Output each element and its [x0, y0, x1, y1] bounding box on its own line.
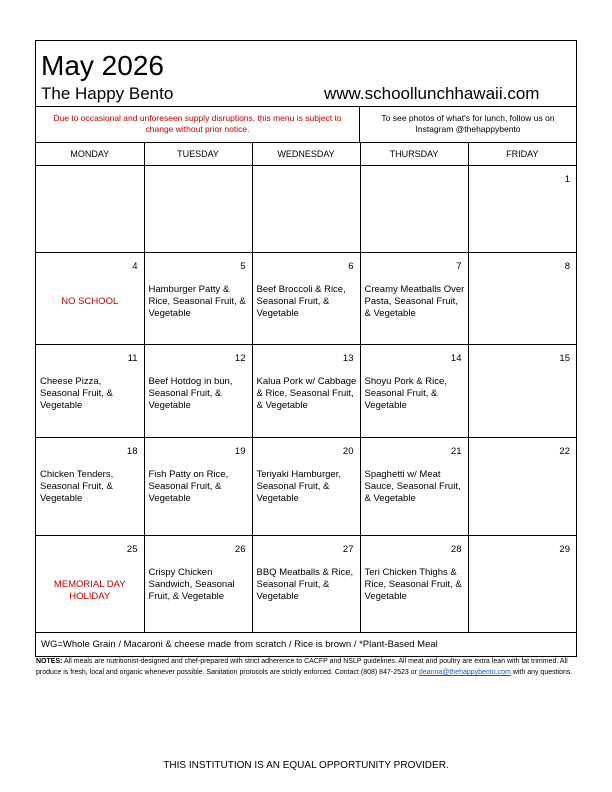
day-number: 18 [126, 446, 138, 457]
day-number: 8 [564, 261, 570, 272]
day-number: 25 [126, 544, 138, 555]
calendar-day-cell [144, 438, 252, 536]
meal-description: Crispy Chicken Sandwich, Seasonal Fruit, & Vegetable [148, 567, 235, 602]
meal-description: Beef Broccoli & Rice, Seasonal Fruit, & Vegetable [256, 284, 346, 319]
calendar-day-cell [36, 345, 144, 438]
calendar-day-cell [468, 438, 576, 536]
meal-description: Cheese Pizza, Seasonal Fruit, & Vegetable [40, 376, 113, 411]
calendar-day-cell [36, 166, 144, 253]
meal-description: Shoyu Pork & Rice, Seasonal Fruit, & Vegetable [364, 376, 447, 411]
calendar-day-cell [252, 166, 360, 253]
instagram-notice: To see photos of what's for lunch, follow us on Instagram @thehappybento [381, 113, 555, 134]
supply-disruption-notice: Due to occasional and unforeseen supply disruptions, this menu is subject to change without prior notice. [36, 107, 360, 142]
meal-description: Teri Chicken Thighs & Rice, Seasonal Fruit, & Vegetable [364, 567, 462, 602]
calendar-day-cell [468, 536, 576, 632]
calendar-day-cell [360, 166, 468, 253]
day-number: 26 [234, 544, 246, 555]
day-number: 22 [559, 446, 570, 457]
calendar-day-cell [252, 345, 360, 438]
weekday-header: TUESDAY [144, 143, 252, 166]
weekday-header-row [36, 143, 576, 166]
calendar-day-cell [144, 536, 252, 632]
day-number: 19 [234, 446, 246, 457]
legend-row: WG=Whole Grain / Macaroni & cheese made from scratch / Rice is brown / *Plant-Based Meal [36, 632, 576, 656]
day-number: 14 [450, 353, 462, 364]
contact-email-link[interactable]: deanna@thehappybento.com [418, 669, 511, 676]
meal-description: BBQ Meatballs & Rice, Seasonal Fruit, & Vegetable [256, 567, 354, 602]
calendar-day-cell [468, 345, 576, 438]
equal-opportunity-footer: THIS INSTITUTION IS AN EQUAL OPPORTUNITY PROVIDER. [163, 760, 449, 771]
meal-description: Hamburger Patty & Rice, Seasonal Fruit, & Vegetable [148, 284, 246, 319]
calendar-day-cell [252, 253, 360, 345]
day-number: 20 [342, 446, 354, 457]
day-number: 12 [234, 353, 246, 364]
meal-description: Teriyaki Hamburger, Seasonal Fruit, & Vegetable [256, 469, 341, 504]
weekday-header: FRIDAY [468, 143, 576, 166]
day-number: 1 [564, 174, 570, 185]
meal-description: Chicken Tenders, Seasonal Fruit, & Vegetable [40, 469, 114, 504]
calendar-grid [36, 142, 576, 632]
weekday-header: THURSDAY [360, 143, 468, 166]
calendar-week-row [36, 253, 576, 345]
day-number: 6 [348, 261, 354, 272]
calendar-day-cell [36, 536, 144, 632]
day-number: 27 [342, 544, 354, 555]
calendar-day-cell [144, 345, 252, 438]
day-number: 28 [450, 544, 462, 555]
calendar-week-row [36, 345, 576, 438]
calendar-day-cell [360, 253, 468, 345]
calendar-day-cell [36, 438, 144, 536]
meal-description: Beef Hotdog in bun, Seasonal Fruit, & Vegetable [148, 376, 233, 411]
calendar-day-cell [144, 166, 252, 253]
notes-tail: with any questions. [510, 669, 573, 676]
calendar-day-cell [360, 438, 468, 536]
calendar-day-cell [252, 438, 360, 536]
brand-name: The Happy Bento [41, 84, 174, 103]
day-number: 29 [559, 544, 570, 555]
day-number: 15 [559, 353, 570, 364]
day-number: 13 [342, 353, 354, 364]
page-title: May 2026 [41, 50, 164, 81]
meal-description: Creamy Meatballs Over Pasta, Seasonal Fruit, & Vegetable [364, 284, 465, 319]
weekday-header: MONDAY [36, 143, 144, 166]
calendar-week-row [36, 438, 576, 536]
notice-row [36, 106, 576, 142]
meal-description: Spaghetti w/ Meat Sauce, Seasonal Fruit, & Vegetable [364, 469, 461, 504]
calendar-header [36, 41, 576, 106]
calendar-week-row [36, 536, 576, 632]
menu-calendar [35, 40, 577, 657]
day-number: 7 [456, 261, 462, 272]
day-number: 21 [450, 446, 462, 457]
weekday-header: WEDNESDAY [252, 143, 360, 166]
calendar-day-cell [252, 536, 360, 632]
notes-section [36, 656, 578, 678]
meal-description: Kalua Pork w/ Cabbage & Rice, Seasonal Fruit, & Vegetable [256, 376, 357, 411]
day-number: 11 [127, 353, 138, 364]
calendar-day-cell [360, 345, 468, 438]
special-day-label: MEMORIAL DAY HOLIDAY [53, 579, 126, 602]
calendar-day-cell [468, 166, 576, 253]
calendar-day-cell [468, 253, 576, 345]
website-text: www.schoollunchhawaii.com [324, 84, 540, 103]
calendar-day-cell [144, 253, 252, 345]
notes-label: NOTES: [36, 658, 63, 665]
special-day-label: NO SCHOOL [61, 296, 119, 307]
day-number: 4 [132, 261, 138, 272]
meal-description: Fish Patty on Rice, Seasonal Fruit, & Vegetable [148, 469, 229, 504]
notes-text: All meals are nutritionist-designed and chef-prepared with strict adherence to CACFP and NSLP guidelines. All meat and poultry are extra lean with fat trimmed. All produce is fresh, local and organic whenever possible. Sanitation protocols are strictly enforced. Contact (808) 847-2523 or [36, 658, 568, 676]
calendar-day-cell [360, 536, 468, 632]
calendar-week-row [36, 166, 576, 253]
day-number: 5 [240, 261, 246, 272]
calendar-day-cell [36, 253, 144, 345]
